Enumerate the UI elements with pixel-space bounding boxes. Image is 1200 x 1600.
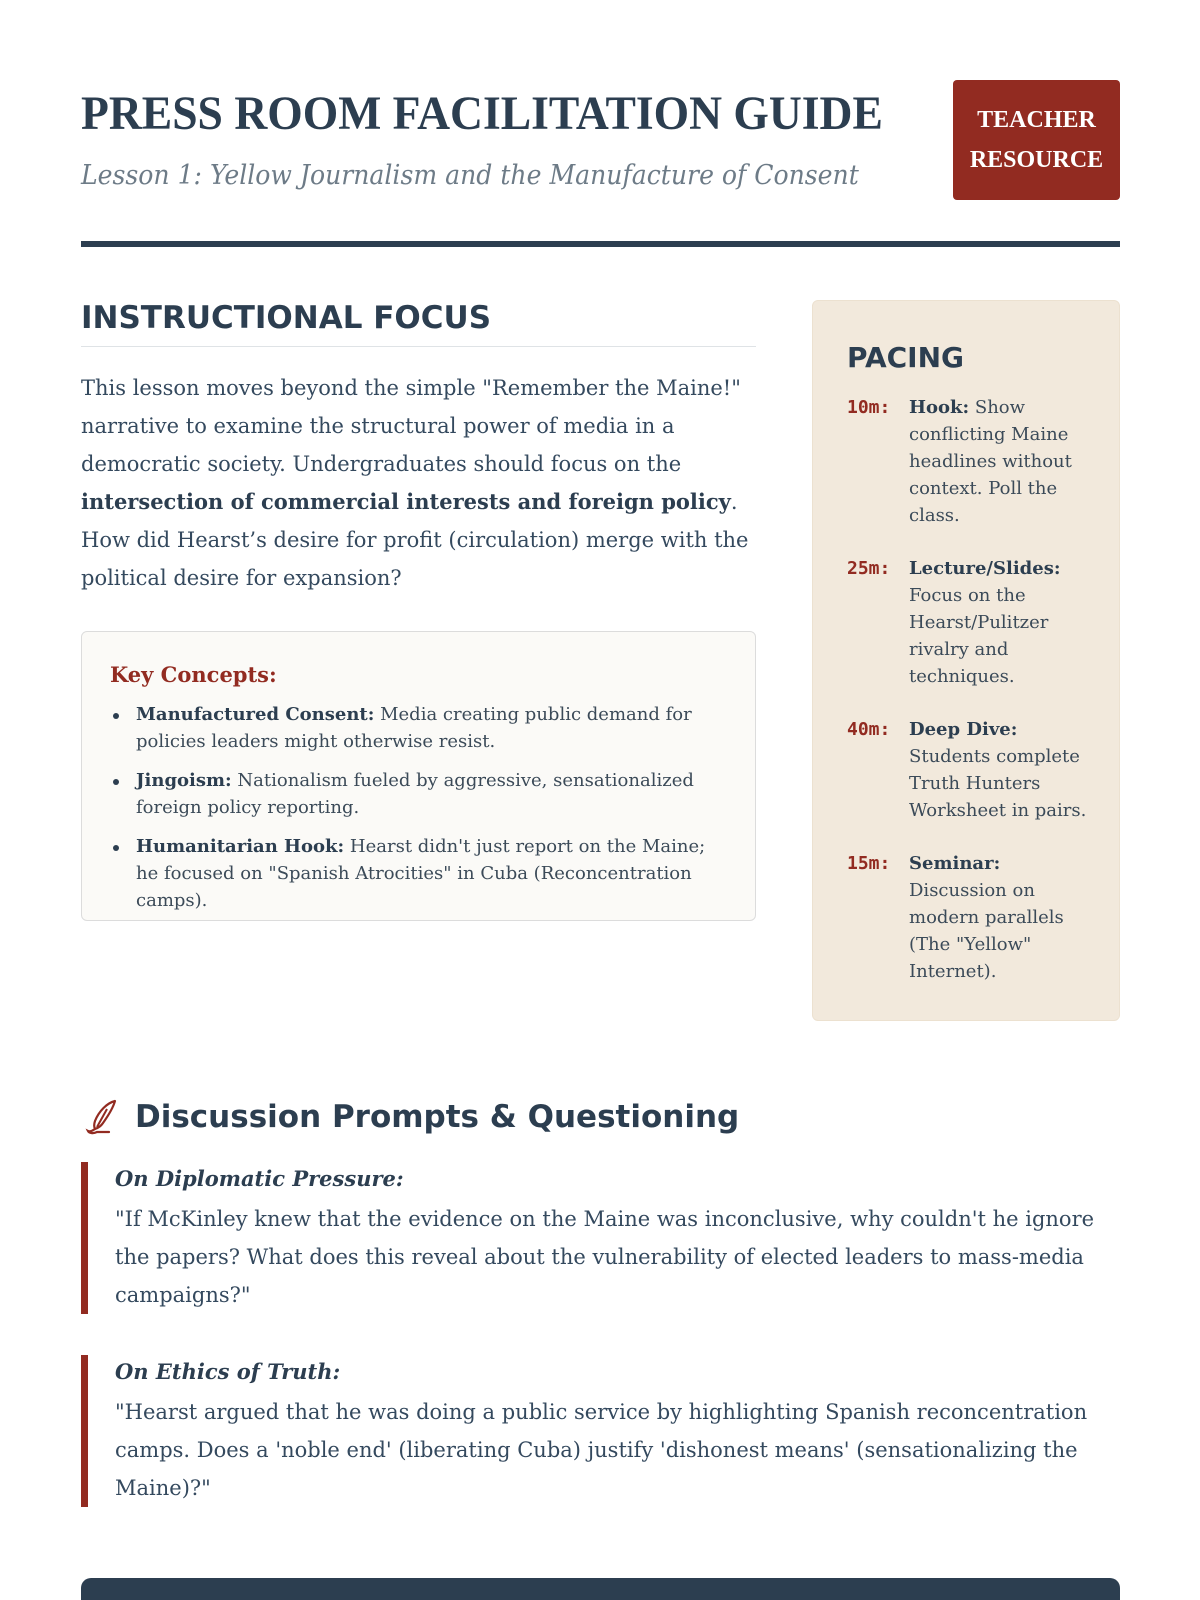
pacing-time: 25m:: [847, 558, 891, 579]
discussion-header: [81, 1095, 1120, 1139]
pacing-time: 10m:: [847, 397, 891, 418]
pacing-item: [847, 850, 1093, 985]
concept-text: Nationalism fueled by aggressive, sensationalized foreign policy reporting.: [136, 770, 694, 818]
key-concepts-title: Key Concepts:: [110, 662, 277, 687]
pacing-detail: Discussion on modern parallels (The "Yellow" Internet).: [909, 880, 1064, 982]
focus-body-emphasis: intersection of commercial interests and foreign policy: [81, 489, 731, 514]
pacing-label: Deep Dive:: [909, 719, 1018, 740]
concept-term: Manufactured Consent:: [136, 704, 375, 725]
badge-line-2: RESOURCE: [969, 147, 1104, 173]
page: [81, 0, 1120, 1600]
instructional-focus-section: [81, 300, 756, 597]
pacing-label: Lecture/Slides:: [909, 558, 1061, 579]
badge-line-1: TEACHER: [977, 107, 1096, 133]
discussion-prompt: [81, 1355, 1120, 1507]
pacing-time: 15m:: [847, 853, 891, 874]
list-item: [110, 833, 729, 914]
focus-body-part1: This lesson moves beyond the simple "Remember the Maine!" narrative to examine the structural power of media in a democratic society. Undergraduates should focus on the: [81, 376, 741, 476]
pacing-item: [847, 555, 1093, 690]
list-item: [110, 767, 729, 821]
pacing-label: Seminar:: [909, 853, 1001, 874]
instructional-focus-heading: INSTRUCTIONAL FOCUS: [81, 300, 756, 347]
pacing-item: [847, 394, 1093, 529]
pacing-title: PACING: [847, 341, 965, 374]
pacing-item: [847, 716, 1093, 824]
instructional-focus-body: [81, 369, 761, 597]
concept-text: Hearst didn't just report on the Maine; he focused on "Spanish Atrocities" in Cuba (Reconcentration camps).: [136, 836, 706, 911]
page-subtitle: Lesson 1: Yellow Journalism and the Manufacture of Consent: [81, 160, 859, 191]
page-title: PRESS ROOM FACILITATION GUIDE: [81, 87, 883, 140]
header: [81, 80, 1120, 250]
prompt-label: On Diplomatic Pressure:: [115, 1166, 404, 1191]
pacing-detail: Show conflicting Maine headlines without context. Poll the class.: [909, 397, 1072, 526]
header-divider: [81, 241, 1120, 247]
teacher-resource-badge: [953, 80, 1120, 200]
focus-body-part2: . How did Hearst’s desire for profit (circulation) merge with the political desire for expansion?: [81, 490, 749, 590]
pacing-detail: Students complete Truth Hunters Worksheet in pairs.: [909, 746, 1087, 821]
prompt-text: "If McKinley knew that the evidence on the Maine was inconclusive, why couldn't he ignore the papers? What does this reveal about the vulnerability of elected leaders to mass-media campaigns?": [115, 1207, 1095, 1307]
quill-pen-icon: [85, 1097, 121, 1137]
discussion-prompt: [81, 1162, 1120, 1314]
discussion-section: [81, 1095, 1120, 1139]
concept-text: Media creating public demand for policies leaders might otherwise resist.: [136, 704, 692, 752]
key-concepts-box: [81, 631, 756, 921]
pacing-description: [909, 850, 1093, 985]
pacing-description: [909, 394, 1093, 529]
pacing-label: Hook:: [909, 397, 970, 418]
pacing-detail: Focus on the Hearst/Pulitzer rivalry and techniques.: [909, 585, 1049, 687]
prompt-label: On Ethics of Truth:: [115, 1359, 341, 1384]
concept-term: Jingoism:: [136, 770, 232, 791]
pacing-description: [909, 555, 1093, 690]
discussion-heading: Discussion Prompts & Questioning: [135, 1099, 740, 1135]
list-item: [110, 701, 729, 755]
footer-bar: [81, 1578, 1120, 1600]
key-concepts-list: [110, 701, 729, 914]
pacing-sidebar: [812, 300, 1120, 1021]
pacing-description: [909, 716, 1093, 824]
pacing-time: 40m:: [847, 719, 891, 740]
concept-term: Humanitarian Hook:: [136, 836, 345, 857]
prompt-text: "Hearst argued that he was doing a public service by highlighting Spanish reconcentration camps. Does a 'noble end' (liberating Cuba) justify 'dishonest means' (sensationalizing the Maine)?": [115, 1400, 1088, 1500]
